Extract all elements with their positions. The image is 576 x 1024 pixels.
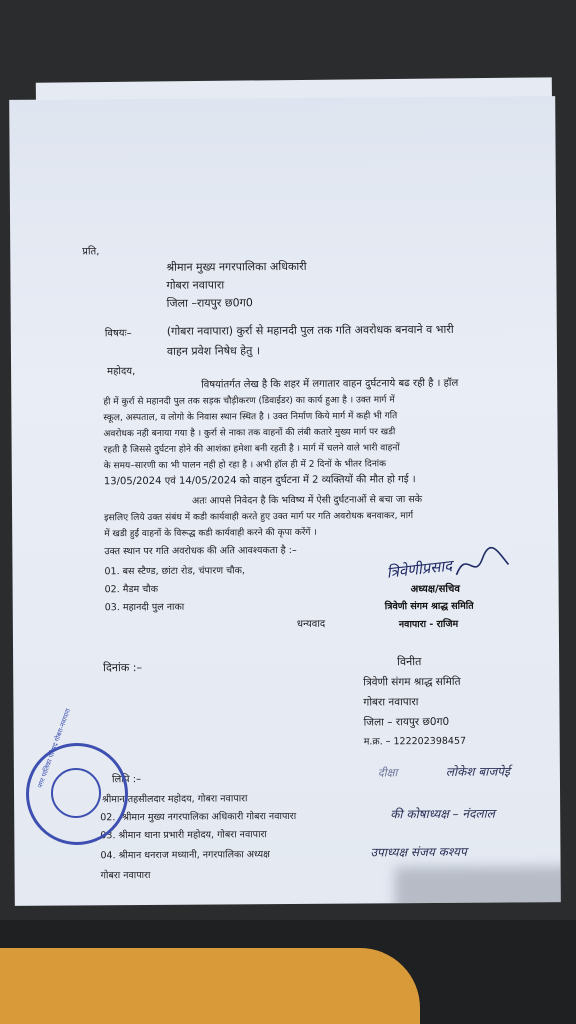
note-3: की कोषाध्यक्ष – नंदलाल xyxy=(390,806,495,822)
body-line-11: उक्त स्थान पर गति अवरोधक की अति आवश्यकता है :– xyxy=(104,544,297,558)
recipient-line-2: गोबरा नवापारा xyxy=(166,278,225,292)
body-line-3: स्कूल, अस्पताल, व लोगो के निवास स्थान स्थित है । उक्त निर्माण किये मार्ग में कही भी गति xyxy=(103,411,398,424)
subject-line-1: (गोबरा नवापारा) कुर्रा से महानदी पुल तक गति अवरोधक बनवाने व भारी xyxy=(166,322,454,338)
stamp-org: त्रिवेणी संगम श्राद्ध समिति xyxy=(384,600,474,613)
background-cloth xyxy=(0,948,420,1024)
closing: विनीत xyxy=(397,655,422,669)
stamp-designation: अध्यक्ष/सचिव xyxy=(410,583,460,596)
body-line-4: अवरोधक नही बनाया गया है । कुर्रा से नाका तक वाहनों की लंबी कतारे मुख्य मार्ग पर खडी xyxy=(103,427,396,440)
shadow xyxy=(395,866,561,906)
subject-line-2: वाहन प्रवेश निषेध हेतु । xyxy=(166,344,261,358)
body-line-10: में खडी हुई वाहनों के विरूद्ध कडी कार्यवाही करने की कृपा करेंगें । xyxy=(104,527,317,540)
location-3: 03. महानदी पुल नाका xyxy=(104,601,185,614)
date-label: दिनांक :– xyxy=(103,661,143,675)
subject-label: विषयः– xyxy=(104,328,132,340)
body-line-6: के समय–सारणी का भी पालन नही हो रहा है । अभी हॉल ही में 2 दिनों के भीतर दिनांक xyxy=(103,459,387,472)
seal-text: नगर पालिका परिषद गोबरा-नवापारा xyxy=(35,707,73,790)
signature-flourish xyxy=(452,544,512,584)
note-1: दीक्षा xyxy=(377,766,398,780)
body-line-8: अतः आपसे निवेदन है कि भविष्य में ऐसी दुर्घटनाओं से बचा जा सके xyxy=(191,494,423,507)
body-line-1: विषयांतर्गत लेख है कि शहर में लगातार वाहन दुर्घटनाये बढ रही है । हॉल xyxy=(201,377,459,391)
recipient-line-1: श्रीमान मुख्य नगरपालिका अधिकारी xyxy=(166,259,307,274)
copy-line-2: श्रीमान मुख्य नगरपालिका अधिकारी गोबरा नवापारा xyxy=(122,810,297,824)
sender-line-3: जिला – रायपुर छ0ग0 xyxy=(363,715,450,729)
copy-line-5: गोबरा नवापारा xyxy=(100,869,151,882)
body-line-2: ही में कुर्रा से महानदी पुल तक सड़क चौड़ीकरण (डिवाईडर) का कार्य हुआ है । उक्त मार्ग में xyxy=(103,395,395,408)
thanks: धन्यवाद xyxy=(296,618,326,630)
body-line-9: इसलिए लिये उक्त संबंध में कडी कार्यवाही करते हुए उक्त मार्ग पर गति अवरोधक बनवाकर, मार्ग xyxy=(104,511,414,524)
note-4: उपाध्यक्ष संजय कश्यप xyxy=(370,844,467,860)
copy-line-3: 03. श्रीमान थाना प्रभारी महोदय, गोबरा नवापारा xyxy=(100,829,267,842)
note-2: लोकेश बाजपेई xyxy=(445,764,510,779)
salutation: महोदय, xyxy=(107,366,136,378)
sender-line-1: त्रिवेणी संगम श्राद्ध समिति xyxy=(363,675,461,689)
copy-label: लिपि :– xyxy=(111,774,142,786)
location-2: 02. मैडम चौक xyxy=(104,583,159,596)
sender-registration: म.क्र. – 122202398457 xyxy=(363,735,467,748)
copy-line-1: श्रीमान तहसीलदार महोदय, गोबरा नवापारा xyxy=(102,793,248,806)
body-line-5: रहती है जिससे दुर्घटना होने की आशंका हमेशा बनी रहती है । मार्ग में चलने वाले भारी वाहनों xyxy=(103,443,400,456)
seal-inner-ring xyxy=(51,768,101,818)
copy-prefix-2: 02. xyxy=(100,812,116,824)
location-1: 01. बस स्टैण्ड, छांटा रोड, चंपारण चौक, xyxy=(104,565,245,578)
stamp-place: नवापारा - राजिम xyxy=(398,618,459,631)
municipal-seal xyxy=(26,707,128,845)
recipient-line-3: जिला –रायपुर छ0ग0 xyxy=(166,296,253,310)
sender-line-2: गोबरा नवापारा xyxy=(363,696,419,709)
signature: त्रिवेणीप्रसाद xyxy=(385,556,454,582)
to-label: प्रति, xyxy=(82,246,100,258)
copy-line-4: 04. श्रीमान धनराज मध्यानी, नगरपालिका अध्यक्ष xyxy=(100,849,270,862)
body-line-7: 13/05/2024 एवं 14/05/2024 को वाहन दुर्घटना में 2 व्यक्तियों की मौत हो गई । xyxy=(103,474,416,488)
